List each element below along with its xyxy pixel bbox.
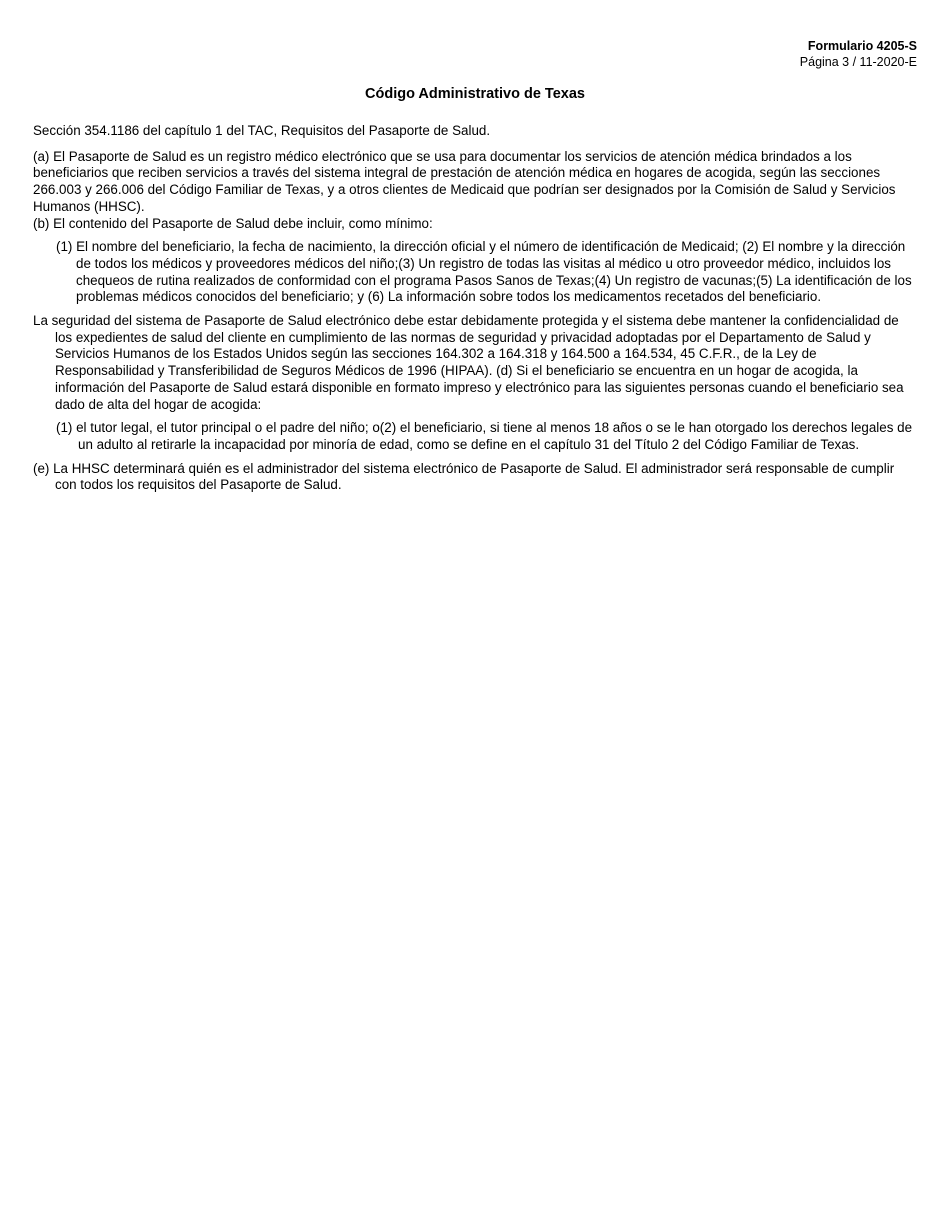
list-item-recipients: (1) el tutor legal, el tutor principal o el padre del niño; o(2) el beneficiario, si tiene al menos 18 años o se le han otorgado los derechos legales de un adulto al retirarle la incapacidad por minoría de edad, como se define en el capítulo 31 del Título 2 del Código Familiar de Texas. <box>56 420 913 452</box>
page-info: Página 3 / 11-2020-E <box>799 55 917 69</box>
paragraph-b: (b) El contenido del Pasaporte de Salud debe incluir, como mínimo: <box>33 215 433 231</box>
document-body <box>33 123 917 494</box>
section-reference: Sección 354.1186 del capítulo 1 del TAC, Requisitos del Pasaporte de Salud. <box>33 123 491 138</box>
form-number: Formulario 4205-S <box>807 39 917 53</box>
paragraph-a: (a) El Pasaporte de Salud es un registro médico electrónico que se usa para documentar los servicios de atención médica brindados a los beneficiarios que reciben servicios a través del sistema integral de prestación de atención médica en hogares de acogida, según las secciones 266.003 y 266.006 del Código Familiar de Texas, y a otros clientes de Medicaid que podrían ser designados por la Comisión de Salud y Servicios Humanos (HHSC). <box>33 148 896 214</box>
list-item-contents: (1) El nombre del beneficiario, la fecha de nacimiento, la dirección oficial y el número de identificación de Medicaid; (2) El nombre y la dirección de todos los médicos y proveedores médicos del niño;(3) Un registro de todas las visitas al médico u otro proveedor médico, incluidos los chequeos de rutina realizados de conformidad con el programa Pasos Sanos de Texas;(4) Un registro de vacunas;(5) La identificación de los problemas médicos conocidos del beneficiario; y (6) La información sobre todos los medicamentos recetados del beneficiario. <box>56 239 912 305</box>
paragraph-e: (e) La HHSC determinará quién es el administrador del sistema electrónico de Pasaporte de Salud. El administrador será responsable de cumplir con todos los requisitos del Pasaporte de Salud. <box>33 460 895 493</box>
paragraph-security: La seguridad del sistema de Pasaporte de Salud electrónico debe estar debidamente protegida y el sistema debe mantener la confidencialidad de los expedientes de salud del cliente en cumplimiento de las normas de seguridad y privacidad adoptadas por el Departamento de Salud y Servicios Humanos de los Estados Unidos según las secciones 164.302 a 164.318 y 164.500 a 164.534, 45 C.F.R., de la Ley de Responsabilidad y Transferibilidad de Seguros Médicos de 1996 (HIPAA). (d) Si el beneficiario se encuentra en un hogar de acogida, la información del Pasaporte de Salud estará disponible en formato impreso y electrónico para las siguientes personas cuando el beneficiario sea dado de alta del hogar de acogida: <box>33 313 904 412</box>
document-title: Código Administrativo de Texas <box>365 86 585 102</box>
page-header <box>800 38 917 70</box>
